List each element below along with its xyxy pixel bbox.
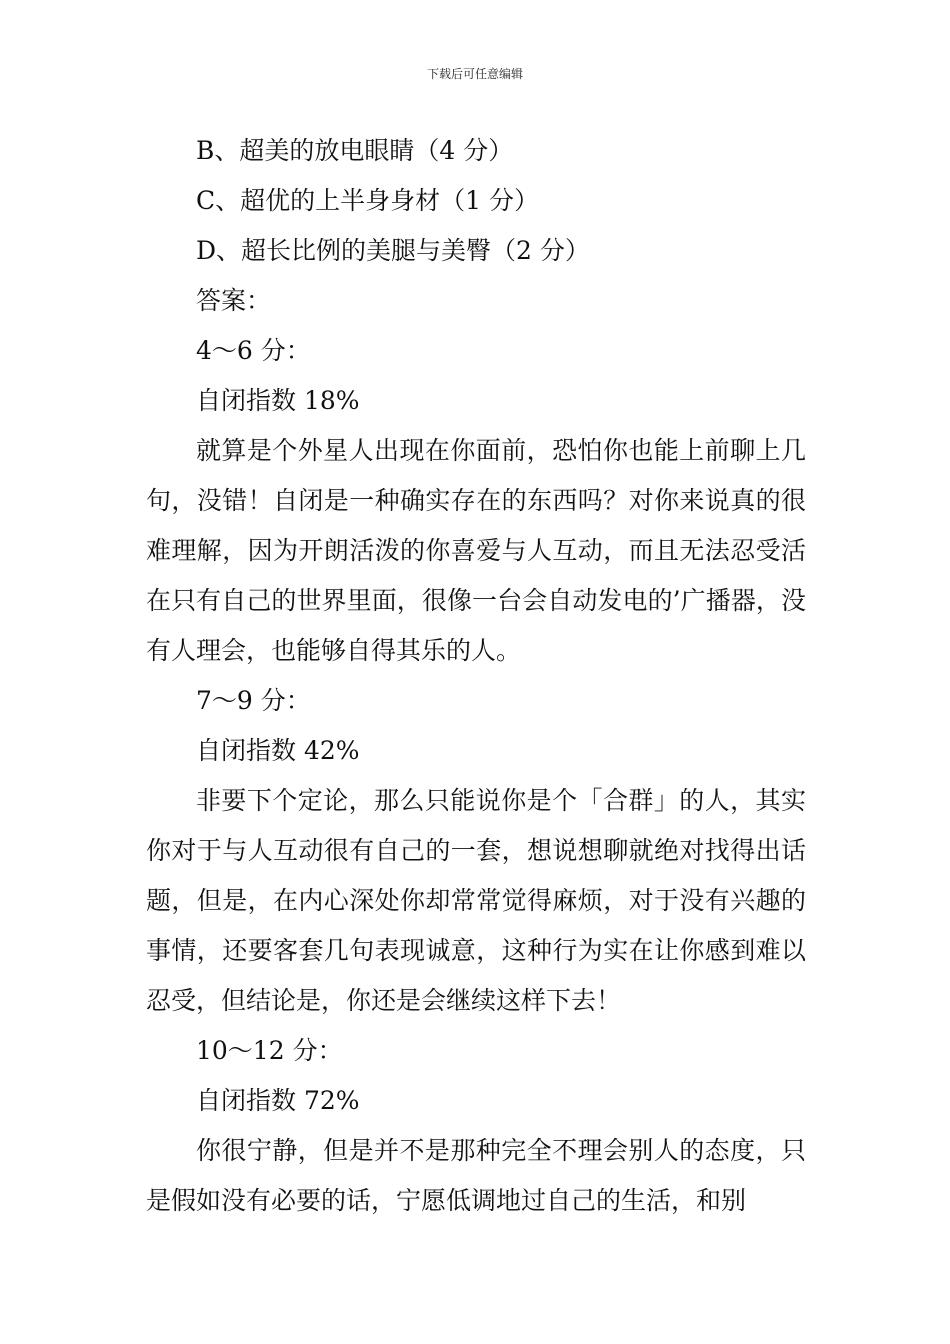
answer-label: 答案： (196, 286, 272, 315)
option-b: B、超美的放电眼睛（4 分） (196, 136, 514, 165)
autism-index-1: 自闭指数 18% (196, 386, 360, 415)
document-body (146, 126, 806, 1226)
score-range-2: 7～9 分： (196, 686, 311, 715)
page-header: 下载后可任意编辑 (426, 67, 523, 81)
score-range-3: 10～12 分： (196, 1036, 343, 1065)
score-range-1: 4～6 分： (196, 336, 311, 365)
autism-index-2: 自闭指数 42% (196, 736, 360, 765)
option-c: C、超优的上半身身材（1 分） (196, 186, 539, 215)
result-paragraph-3: 你很宁静，但是并不是那种完全不理会别人的态度，只是假如没有必要的话，宁愿低调地过自己的生活，和别 (146, 1136, 806, 1215)
option-d: D、超长比例的美腿与美臀（2 分） (196, 236, 590, 265)
result-paragraph-1: 就算是个外星人出现在你面前，恐怕你也能上前聊上几句，没错！自闭是一种确实存在的东西吗？对你来说真的很难理解，因为开朗活泼的你喜爱与人互动，而且无法忍受活在只有自己的世界里面，很像一台会自动发电的’广播器，没有人理会，也能够自得其乐的人。 (146, 436, 806, 665)
autism-index-3: 自闭指数 72% (196, 1086, 360, 1115)
result-paragraph-2: 非要下个定论，那么只能说你是个「合群」的人，其实你对于与人互动很有自己的一套，想说想聊就绝对找得出话题，但是，在内心深处你却常常觉得麻烦，对于没有兴趣的事情，还要客套几句表现诚意，这种行为实在让你感到难以忍受，但结论是，你还是会继续这样下去！ (146, 786, 806, 1015)
